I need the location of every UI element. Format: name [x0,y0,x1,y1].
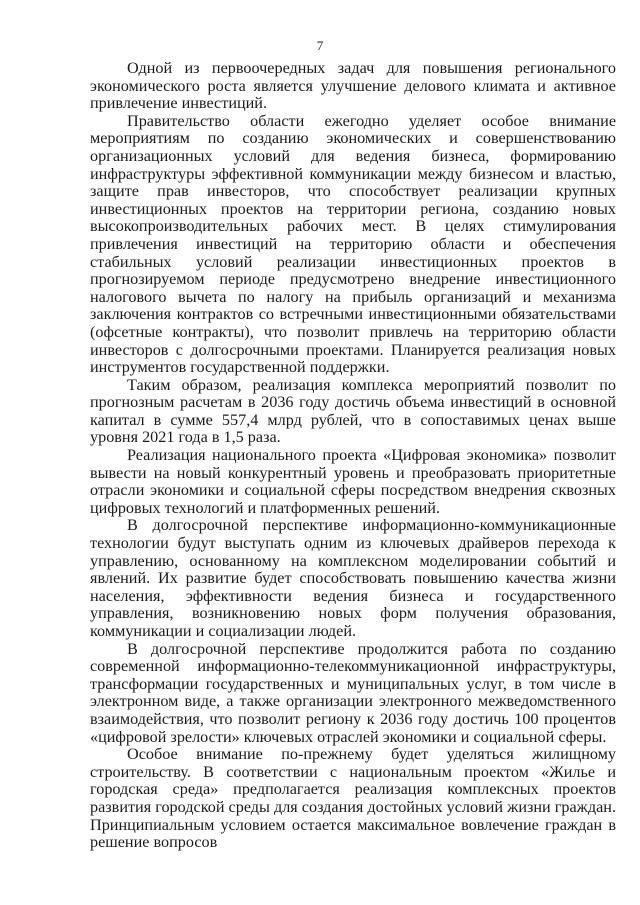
paragraph-telecom-infrastructure: В долгосрочной перспективе продолжится работа по созданию современной информационно-телекоммуникационной инфраструктуры, трансформации государственных и муниципальных услуг, в том числе в электронном виде, а также организации электронного межведомственного взаимодействия, что позволит региону к 2036 году достичь 100 процентов «цифровой зрелости» ключевых отраслей экономики и социальной сферы. [90,639,616,746]
paragraph-government-measures: Правительство области ежегодно уделяет особое внимание мероприятиям по созданию экономических и совершенствованию организационных условий для ведения бизнеса, формированию инфраструктуры эффективной коммуникации между бизнесом и властью, защите прав инвесторов, что способствует реализации крупных инвестиционных проектов на территории региона, созданию новых высокопроизводительных рабочих мест. В целях стимулирования привлечения инвестиций на территорию области и обеспечения стабильных условий реализации инвестиционных проектов в прогнозируемом периоде предусмотрено внедрение инвестиционного налогового вычета по налогу на прибыль организаций и механизма заключения контрактов со встречными инвестиционными обязательствами (офсетные контракты), что позволит привлечь на территорию области инвесторов с долгосрочными проектами. Планируется реализация новых инструментов государственной поддержки. [90,111,616,377]
document-body [90,60,616,852]
page-number: 7 [316,38,324,53]
paragraph-ict-development: В долгосрочной перспективе информационно-коммуникационные технологии будут выступать одним из ключевых драйверов перехода к управлению, основанному на комплексном моделировании событий и явлений. Их развитие будет способствовать повышению качества жизни населения, эффективности ведения бизнеса и государственного управления, возникновению новых форм получения образования, коммуникации и социализации людей. [90,516,616,640]
paragraph-investment-climate: Одной из первоочередных задач для повышения регионального экономического роста является улучшение делового климата и активное привлечение инвестиций. [90,59,616,113]
paragraph-housing-construction: Особое внимание по-прежнему будет уделяться жилищному строительству. В соответствии с национальным проектом «Жилье и городская среда» предполагается реализация комплексных проектов развития городской среды для создания достойных условий жизни граждан. Принципиальным условием остается максимальное вовлечение граждан в решение вопросов [90,745,616,852]
paragraph-investment-forecast: Таким образом, реализация комплекса мероприятий позволит по прогнозным расчетам в 2036 году достичь объема инвестиций в основной капитал в сумме 557,4 млрд рублей, что в сопоставимых ценах выше уровня 2021 года в 1,5 раза. [90,375,616,447]
paragraph-digital-economy: Реализация национального проекта «Цифровая экономика» позволит вывести на новый конкурентный уровень и преобразовать приоритетные отрасли экономики и социальной сферы посредством внедрения сквозных цифровых технологий и платформенных решений. [90,446,616,517]
